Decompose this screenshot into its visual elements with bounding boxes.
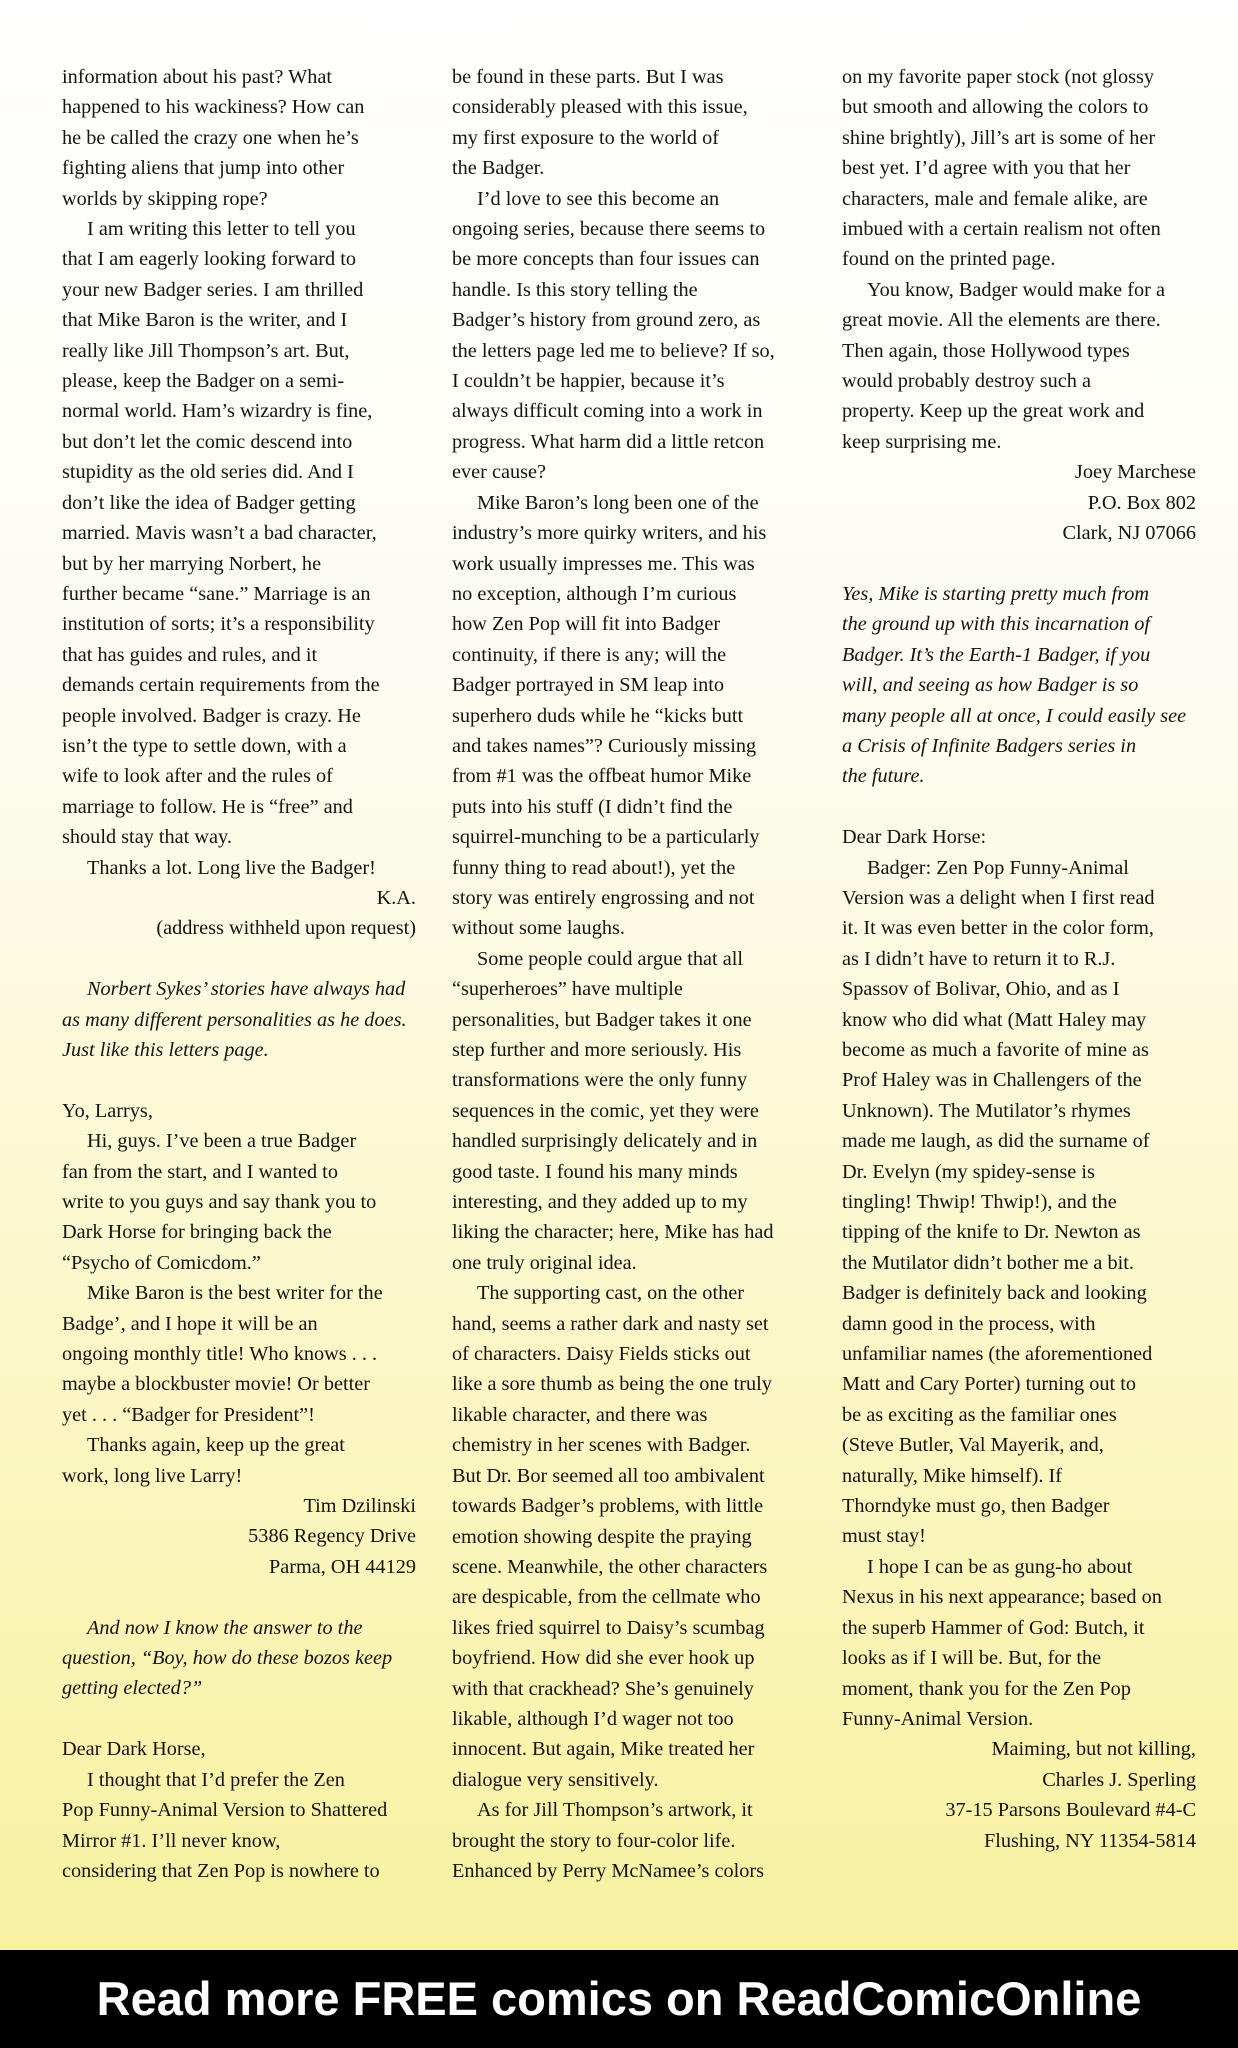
editor-response: Just like this letters page.: [62, 1038, 269, 1061]
editor-response: question, “Boy, how do these bozos keep: [62, 1647, 393, 1670]
text-line: transformations were the only funny: [452, 1069, 748, 1092]
promo-banner-link[interactable]: Read more FREE comics on ReadComicOnline: [0, 1950, 1238, 2048]
text-line: work, long live Larry!: [62, 1464, 243, 1487]
text-line: the Badger.: [452, 157, 545, 180]
text-line: your new Badger series. I am thrilled: [62, 278, 364, 301]
text-line: shine brightly), Jill’s art is some of her: [842, 126, 1156, 149]
text-line: But Dr. Bor seemed all too ambivalent: [452, 1464, 765, 1487]
editor-response: Badger. It’s the Earth-1 Badger, if you: [842, 643, 1151, 666]
text-line: scene. Meanwhile, the other characters: [452, 1555, 768, 1578]
text-line: sequences in the comic, yet they were: [452, 1099, 759, 1122]
text-line: married. Mavis wasn’t a bad character,: [62, 522, 377, 545]
spacer: [842, 549, 1196, 579]
text-line: of characters. Daisy Fields sticks out: [452, 1343, 751, 1366]
text-line: fighting aliens that jump into other: [62, 157, 345, 180]
text-line: Mirror #1. I’ll never know,: [62, 1829, 281, 1852]
text-line: I’d love to see this become an: [477, 187, 720, 210]
text-line: please, keep the Badger on a semi-: [62, 370, 345, 393]
editor-response: And now I know the answer to the: [87, 1616, 363, 1639]
text-line: information about his past? What: [62, 66, 332, 88]
text-line: fan from the start, and I wanted to: [62, 1160, 338, 1183]
text-line: liking the character; here, Mike has had: [452, 1221, 774, 1244]
text-line: The supporting cast, on the other: [477, 1282, 744, 1305]
text-line: handled surprisingly delicately and in: [452, 1130, 758, 1153]
text-line: the superb Hammer of God: Butch, it: [842, 1616, 1145, 1639]
text-line: moment, thank you for the Zen Pop: [842, 1677, 1131, 1700]
text-line: be found in these parts. But I was: [452, 66, 724, 88]
text-line: industry’s more quirky writers, and his: [452, 522, 767, 545]
text-line: stupidity as the old series did. And I: [62, 461, 354, 484]
text-line: demands certain requirements from the: [62, 674, 380, 697]
text-line: best yet. I’d agree with you that her: [842, 157, 1131, 180]
signature: Tim Dzilinski: [303, 1495, 416, 1518]
text-line: happened to his wackiness? How can: [62, 96, 365, 119]
text-line: As for Jill Thompson’s artwork, it: [477, 1799, 753, 1822]
text-line: interesting, and they added up to my: [452, 1191, 748, 1214]
text-line: that I am eagerly looking forward to: [62, 248, 356, 271]
text-line: ever cause?: [452, 461, 547, 484]
text-line: looks as if I will be. But, for the: [842, 1647, 1102, 1670]
spacer: [62, 1065, 416, 1095]
editor-response: getting elected?”: [62, 1677, 203, 1700]
text-line: how Zen Pop will fit into Badger: [452, 613, 721, 636]
address-line: 5386 Regency Drive: [248, 1525, 416, 1548]
text-line: progress. What harm did a little retcon: [452, 430, 765, 453]
text-line: handle. Is this story telling the: [452, 278, 698, 301]
text-line: isn’t the type to settle down, with a: [62, 734, 347, 757]
text-line: but by her marrying Norbert, he: [62, 552, 322, 575]
text-line: Mike Baron’s long been one of the: [477, 491, 759, 514]
text-line: on my favorite paper stock (not glossy: [842, 66, 1155, 88]
text-line: likes fried squirrel to Daisy’s scumbag: [452, 1616, 765, 1639]
text-line: funny thing to read about!), yet the: [452, 856, 736, 879]
text-line: the letters page led me to believe? If so,: [452, 339, 775, 362]
text-line: Matt and Cary Porter) turning out to: [842, 1373, 1137, 1396]
closing: Maiming, but not killing,: [991, 1738, 1196, 1761]
text-line: step further and more seriously. His: [452, 1039, 742, 1061]
address-line: 37-15 Parsons Boulevard #4-C: [945, 1799, 1196, 1822]
text-line: considerably pleased with this issue,: [452, 96, 748, 119]
text-line: would probably destroy such a: [842, 370, 1091, 393]
letters-column-1: [62, 62, 416, 1886]
text-line: I thought that I’d prefer the Zen: [87, 1768, 345, 1791]
text-line: tingling! Thwip! Thwip!), and the: [842, 1191, 1117, 1213]
text-line: likable character, and there was: [452, 1403, 708, 1426]
spacer: [62, 1704, 416, 1734]
text-line: Thanks a lot. Long live the Badger!: [87, 856, 376, 879]
text-line: but don’t let the comic descend into: [62, 430, 353, 453]
text-line: considering that Zen Pop is nowhere to: [62, 1859, 380, 1882]
text-line: it. It was even better in the color form,: [842, 917, 1155, 940]
text-line: Badger: Zen Pop Funny-Animal: [867, 856, 1129, 879]
text-line: Nexus in his next appearance; based on: [842, 1586, 1162, 1609]
letters-column-2: [452, 62, 806, 1886]
text-line: be more concepts than four issues can: [452, 248, 760, 271]
text-line: Badger is definitely back and looking: [842, 1282, 1147, 1305]
text-line: hand, seems a rather dark and nasty set: [452, 1312, 769, 1335]
text-line: don’t like the idea of Badger getting: [62, 491, 356, 514]
text-line: unfamiliar names (the aforementioned: [842, 1343, 1153, 1366]
salutation: Dear Dark Horse,: [62, 1738, 206, 1761]
text-line: are despicable, from the cellmate who: [452, 1586, 761, 1609]
text-line: squirrel-munching to be a particularly: [452, 826, 760, 849]
text-line: know who did what (Matt Haley may: [842, 1008, 1147, 1031]
text-line: Badger’s history from ground zero, as: [452, 309, 761, 332]
text-line: damn good in the process, with: [842, 1312, 1096, 1335]
text-line: I am writing this letter to tell you: [87, 218, 356, 241]
text-line: institution of sorts; it’s a responsibility: [62, 613, 375, 636]
signature: Charles J. Sperling: [1042, 1768, 1196, 1791]
text-line: that Mike Baron is the writer, and I: [62, 309, 348, 332]
text-line: Hi, guys. I’ve been a true Badger: [87, 1130, 357, 1153]
text-line: my first exposure to the world of: [452, 126, 719, 149]
text-line: puts into his stuff (I didn’t find the: [452, 795, 733, 818]
text-line: always difficult coming into a work in: [452, 400, 763, 423]
text-line: superhero duds while he “kicks butt: [452, 704, 744, 727]
text-line: brought the story to four-color life.: [452, 1829, 736, 1852]
editor-response: Norbert Sykes’ stories have always had: [87, 978, 406, 1001]
text-line: maybe a blockbuster movie! Or better: [62, 1373, 371, 1396]
text-line: should stay that way.: [62, 826, 232, 849]
text-line: without some laughs.: [452, 917, 625, 940]
text-line: worlds by skipping rope?: [62, 187, 268, 210]
address-line: Parma, OH 44129: [268, 1555, 416, 1578]
text-line: found on the printed page.: [842, 248, 1056, 271]
text-line: Spassov of Bolivar, Ohio, and as I: [842, 978, 1120, 1001]
text-line: chemistry in her scenes with Badger.: [452, 1434, 751, 1457]
text-line: (Steve Butler, Val Mayerik, and,: [842, 1434, 1104, 1457]
text-line: tipping of the knife to Dr. Newton as: [842, 1221, 1141, 1244]
text-line: write to you guys and say thank you to: [62, 1191, 377, 1213]
text-line: Then again, those Hollywood types: [842, 339, 1130, 362]
text-line: and takes names”? Curiously missing: [452, 734, 757, 757]
editor-response: the ground up with this incarnation of: [842, 613, 1150, 636]
text-line: Thorndyke must go, then Badger: [842, 1495, 1110, 1518]
text-line: dialogue very sensitively.: [452, 1768, 659, 1791]
text-line: boyfriend. How did she ever hook up: [452, 1647, 755, 1670]
text-line: further became “sane.” Marriage is an: [62, 582, 371, 605]
text-line: with that crackhead? She’s genuinely: [452, 1677, 754, 1700]
text-line: property. Keep up the great work and: [842, 400, 1145, 423]
text-line: great movie. All the elements are there.: [842, 309, 1161, 332]
text-line: towards Badger’s problems, with little: [452, 1495, 764, 1518]
text-line: I couldn’t be happier, because it’s: [452, 370, 725, 393]
text-line: characters, male and female alike, are: [842, 187, 1148, 210]
address-line: P.O. Box 802: [1087, 491, 1196, 514]
text-line: Funny-Animal Version.: [842, 1707, 1034, 1730]
text-line: marriage to follow. He is “free” and: [62, 795, 353, 818]
salutation: Yo, Larrys,: [62, 1099, 153, 1122]
signature: Joey Marchese: [1074, 461, 1196, 484]
text-line: Prof Haley was in Challengers of the: [842, 1069, 1142, 1092]
text-line: ongoing series, because there seems to: [452, 218, 766, 241]
address-line: Clark, NJ 07066: [1062, 522, 1196, 545]
text-line: ongoing monthly title! Who knows . . .: [62, 1343, 378, 1366]
spacer: [842, 792, 1196, 822]
text-line: one truly original idea.: [452, 1251, 637, 1274]
text-line: but smooth and allowing the colors to: [842, 96, 1149, 119]
text-line: Some people could argue that all: [477, 947, 744, 970]
text-line: Dr. Evelyn (my spidey-sense is: [842, 1160, 1095, 1183]
text-line: continuity, if there is any; will the: [452, 643, 727, 666]
text-line: “Psycho of Comicdom.”: [62, 1251, 261, 1274]
address-line: Flushing, NY 11354-5814: [983, 1829, 1196, 1852]
text-line: he be called the crazy one when he’s: [62, 126, 359, 149]
text-line: You know, Badger would make for a: [867, 278, 1165, 301]
text-line: made me laugh, as did the surname of: [842, 1130, 1150, 1153]
text-line: like a sore thumb as being the one truly: [452, 1373, 772, 1396]
text-line: yet . . . “Badger for President”!: [62, 1403, 315, 1426]
text-line: good taste. I found his many minds: [452, 1160, 738, 1183]
text-line: innocent. But again, Mike treated her: [452, 1738, 755, 1761]
text-line: Unknown). The Mutilator’s rhymes: [842, 1099, 1131, 1122]
text-line: wife to look after and the rules of: [62, 765, 333, 788]
text-line: Dark Horse for bringing back the: [62, 1221, 332, 1244]
letters-column-3: [842, 62, 1196, 1856]
spacer: [62, 1582, 416, 1612]
text-line: likable, although I’d wager not too: [452, 1707, 734, 1730]
text-line: naturally, Mike himself). If: [842, 1464, 1063, 1487]
text-line: become as much a favorite of mine as: [842, 1038, 1149, 1061]
text-line: I hope I can be as gung-ho about: [867, 1555, 1133, 1578]
signature: K.A.: [376, 886, 416, 909]
salutation: Dear Dark Horse:: [842, 826, 987, 849]
text-line: no exception, although I’m curious: [452, 582, 737, 605]
editor-response: as many different personalities as he does.: [62, 1008, 407, 1031]
address-line: (address withheld upon request): [156, 917, 416, 940]
text-line: Thanks again, keep up the great: [87, 1434, 345, 1457]
text-line: Pop Funny-Animal Version to Shattered: [62, 1799, 388, 1822]
text-line: normal world. Ham’s wizardry is fine,: [62, 400, 373, 423]
editor-response: will, and seeing as how Badger is so: [842, 674, 1139, 697]
text-line: as I didn’t have to return it to R.J.: [842, 947, 1116, 970]
text-line: emotion showing despite the praying: [452, 1525, 752, 1548]
text-line: imbued with a certain realism not often: [842, 218, 1161, 241]
text-line: the Mutilator didn’t bother me a bit.: [842, 1251, 1134, 1274]
text-line: be as exciting as the familiar ones: [842, 1403, 1117, 1426]
text-line: keep surprising me.: [842, 430, 1002, 453]
text-line: work usually impresses me. This was: [452, 552, 755, 575]
editor-response: Yes, Mike is starting pretty much from: [842, 582, 1150, 605]
text-line: that has guides and rules, and it: [62, 643, 318, 666]
text-line: from #1 was the offbeat humor Mike: [452, 765, 752, 788]
editor-response: the future.: [842, 765, 925, 788]
editor-response: a Crisis of Infinite Badgers series in: [842, 734, 1137, 757]
text-line: people involved. Badger is crazy. He: [62, 704, 361, 727]
editor-response: many people all at once, I could easily see: [842, 704, 1187, 727]
text-line: Version was a delight when I first read: [842, 886, 1155, 909]
text-line: must stay!: [842, 1525, 926, 1548]
text-line: “superheroes” have multiple: [452, 978, 683, 1001]
text-line: Mike Baron is the best writer for the: [87, 1282, 383, 1305]
text-line: really like Jill Thompson’s art. But,: [62, 339, 350, 362]
text-line: personalities, but Badger takes it one: [452, 1008, 752, 1031]
text-line: Enhanced by Perry McNamee’s colors: [452, 1859, 765, 1882]
text-line: story was entirely engrossing and not: [452, 886, 755, 909]
text-line: Badge’, and I hope it will be an: [62, 1312, 318, 1335]
text-line: Badger portrayed in SM leap into: [452, 674, 725, 697]
spacer: [62, 944, 416, 974]
